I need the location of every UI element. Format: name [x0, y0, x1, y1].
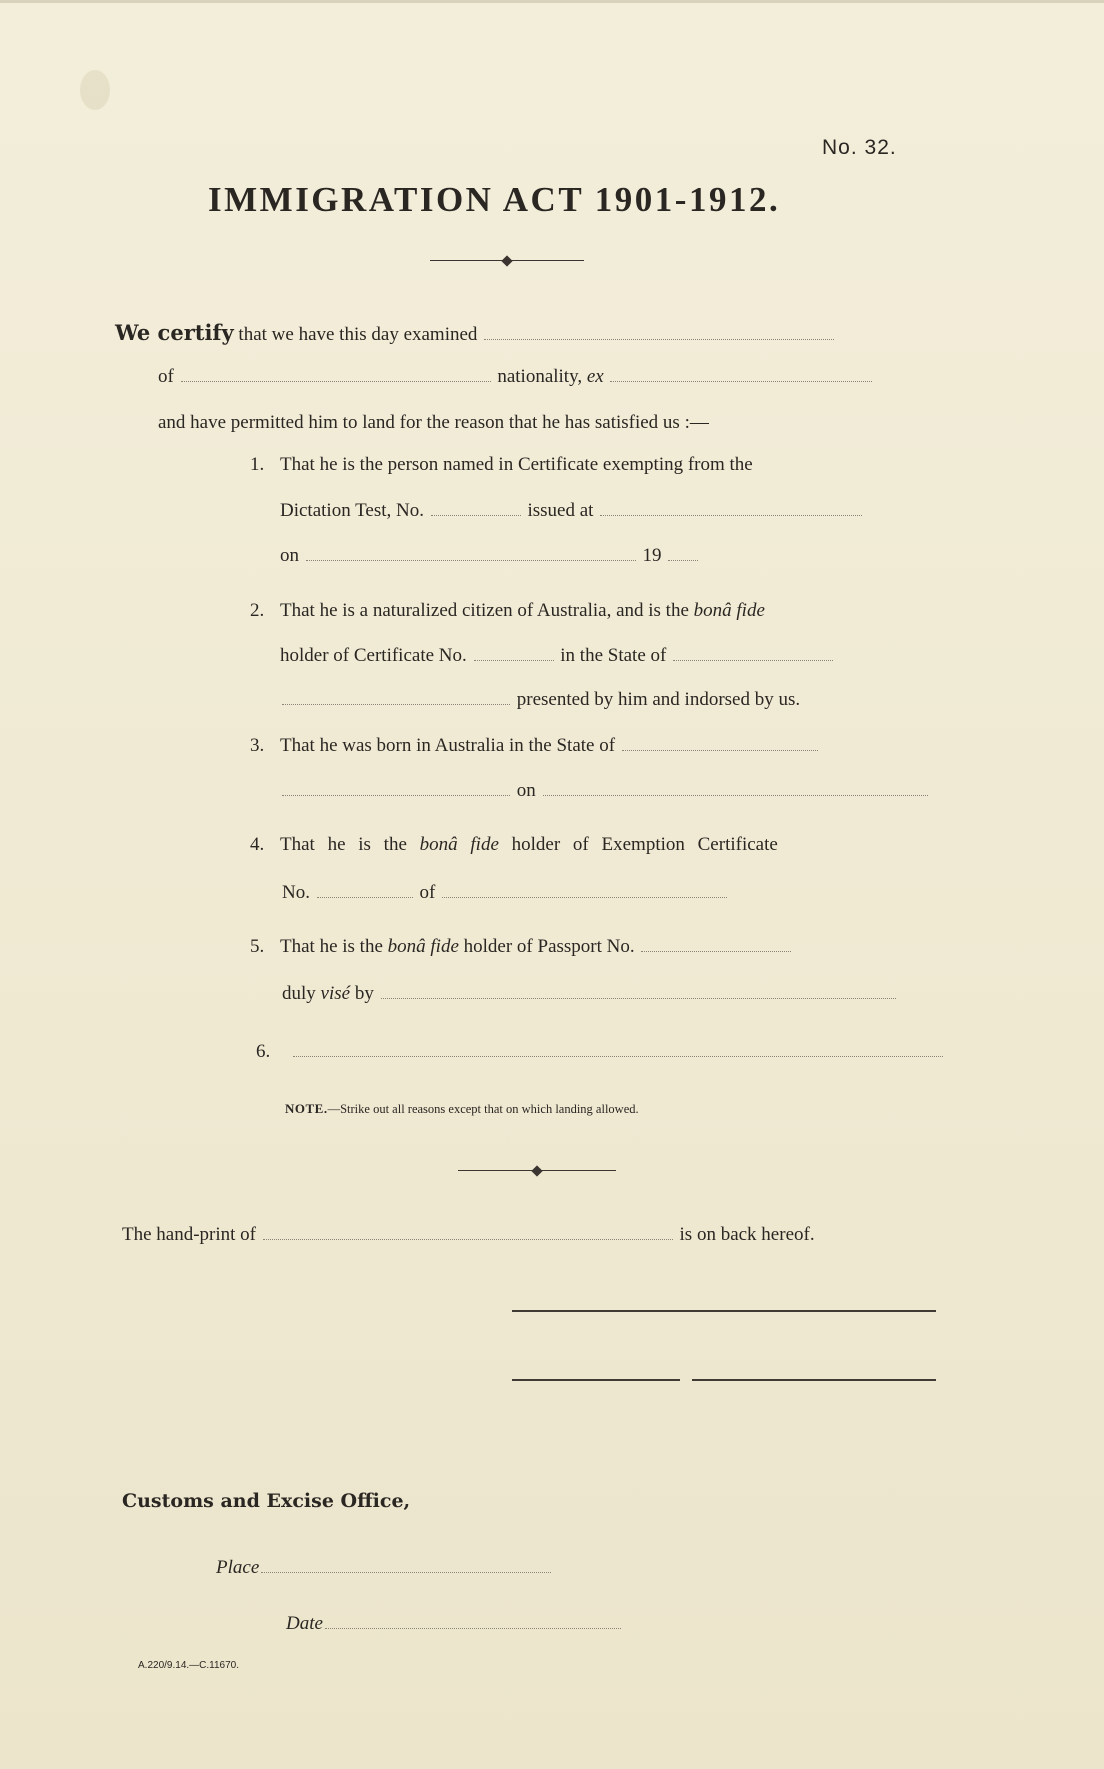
- reason-3-number: 3.: [250, 735, 265, 756]
- handprint-name-field[interactable]: [263, 1238, 673, 1240]
- reason-2-line-1: [250, 598, 765, 624]
- reason-4-rest: holder of Exemption Certificate: [511, 834, 778, 855]
- ex-label: ex: [586, 366, 604, 387]
- reason-1-number: 1.: [250, 454, 265, 475]
- reason-1-date-field[interactable]: [306, 559, 636, 561]
- reason-6-number: 6.: [256, 1041, 271, 1062]
- reason-1-line-1: [250, 452, 753, 478]
- year-field[interactable]: [668, 559, 698, 561]
- vise-label: visé: [320, 983, 351, 1004]
- certify-line: [115, 320, 836, 348]
- birth-on-label: on: [516, 780, 536, 801]
- reason-2-line-3: [280, 687, 800, 713]
- vise-by-field[interactable]: [381, 997, 896, 999]
- reason-4-line-1: [250, 832, 778, 858]
- date-row: [286, 1613, 623, 1635]
- reason-2-number: 2.: [250, 600, 265, 621]
- section-ornament: [458, 1166, 616, 1176]
- reason-1-line-3: [280, 543, 700, 569]
- reason-2-bona-fide: bonâ fide: [693, 600, 765, 621]
- signature-line-1[interactable]: [512, 1310, 936, 1312]
- presented-text: presented by him and indorsed by us.: [516, 689, 801, 710]
- birth-date-field[interactable]: [543, 794, 928, 796]
- nationality-label: nationality,: [497, 366, 583, 387]
- nationality-field[interactable]: [181, 380, 491, 382]
- ex-vessel-field[interactable]: [610, 380, 872, 382]
- certify-text: that we have this day examined: [238, 324, 478, 345]
- handprint-prefix: The hand-print of: [122, 1224, 257, 1245]
- reason-1-on-label: on: [280, 545, 299, 566]
- place-label: Place: [216, 1557, 260, 1578]
- date-label: Date: [286, 1613, 323, 1634]
- top-edge: [0, 0, 1104, 3]
- reason-5-text: That he is the: [280, 936, 383, 957]
- reason-5-line-1: [250, 934, 793, 960]
- issued-at-label: issued at: [527, 500, 594, 521]
- issued-at-field[interactable]: [600, 514, 862, 516]
- reason-4-number: 4.: [250, 834, 265, 855]
- reason-2-state-label: in the State of: [560, 645, 667, 666]
- place-field[interactable]: [261, 1571, 551, 1573]
- reason-5-line-2: [282, 981, 898, 1007]
- of-label: of: [158, 366, 174, 387]
- dictation-test-label: Dictation Test, No.: [280, 500, 424, 521]
- note-text: —Strike out all reasons except that on which landing allowed.: [327, 1102, 639, 1116]
- reason-2-line-2: [280, 643, 835, 669]
- reason-5-bona-fide: bonâ fide: [387, 936, 459, 957]
- reason-1-line-2: [280, 498, 864, 524]
- duly-label: duly: [282, 983, 316, 1004]
- note: [285, 1101, 639, 1117]
- dictation-test-number-field[interactable]: [431, 514, 521, 516]
- signature-line-3[interactable]: [692, 1379, 936, 1381]
- birth-state-continuation-field[interactable]: [282, 794, 510, 796]
- signature-line-2[interactable]: [512, 1379, 680, 1381]
- reason-2-continuation-field[interactable]: [282, 703, 510, 705]
- by-label: by: [354, 983, 374, 1004]
- reason-4-bona-fide: bonâ fide: [419, 834, 499, 855]
- handprint-line: [122, 1222, 815, 1248]
- print-code: A.220/9.14.—C.11670.: [138, 1660, 239, 1671]
- nationality-line: [158, 364, 874, 390]
- form-number: No. 32.: [822, 136, 897, 159]
- year-prefix-label: 19: [642, 545, 662, 566]
- reason-2-state-field[interactable]: [673, 659, 833, 661]
- reason-3-text: That he was born in Australia in the State of: [280, 735, 616, 756]
- exemption-of-field[interactable]: [442, 896, 727, 898]
- passport-number-field[interactable]: [641, 950, 791, 952]
- permitted-line: and have permitted him to land for the reason that he has satisfied us :—: [158, 412, 709, 433]
- we-certify-text: We certify: [115, 320, 234, 345]
- reason-4-line-2: [282, 880, 729, 906]
- reason-5-rest: holder of Passport No.: [463, 936, 635, 957]
- reason-3-line-1: [250, 733, 820, 759]
- examined-name-field[interactable]: [484, 338, 834, 340]
- certificate-number-field[interactable]: [474, 659, 554, 661]
- birth-state-field[interactable]: [622, 749, 818, 751]
- reason-6-line: [256, 1039, 945, 1065]
- holder-certificate-label: holder of Certificate No.: [280, 645, 467, 666]
- note-label: NOTE.: [285, 1101, 328, 1116]
- reason-3-line-2: [280, 778, 930, 804]
- date-field[interactable]: [325, 1627, 621, 1629]
- reason-1-text: That he is the person named in Certificate exempting from the: [280, 454, 753, 475]
- handprint-suffix: is on back hereof.: [679, 1224, 815, 1245]
- form-title: IMMIGRATION ACT 1901-1912.: [208, 180, 781, 219]
- exemption-no-label: No.: [282, 882, 310, 903]
- paper-stain: [80, 70, 110, 110]
- place-row: [216, 1557, 553, 1579]
- exemption-number-field[interactable]: [317, 896, 413, 898]
- reason-6-field[interactable]: [293, 1055, 943, 1057]
- reason-4-text: That he is the: [280, 834, 407, 855]
- office-heading: Customs and Excise Office,: [122, 1490, 411, 1512]
- reason-2-text: That he is a naturalized citizen of Australia, and is the: [280, 600, 689, 621]
- title-ornament: [430, 256, 584, 266]
- reason-5-number: 5.: [250, 936, 265, 957]
- exemption-of-label: of: [419, 882, 436, 903]
